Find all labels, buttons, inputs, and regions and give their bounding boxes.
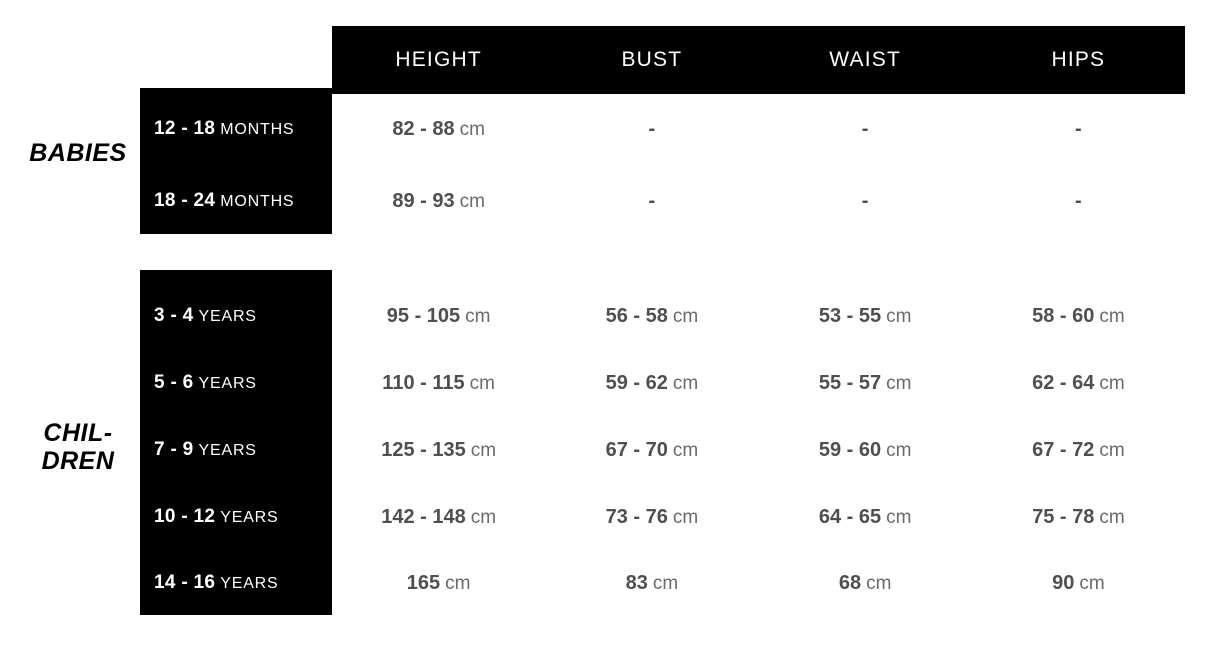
size-label: [140, 305, 332, 327]
cell-bust: [545, 439, 758, 462]
cell-hips: [972, 190, 1185, 213]
cell-bust: [545, 506, 758, 529]
cell-waist: [759, 372, 972, 395]
cell-hips: [972, 506, 1185, 529]
cell-bust-value: 56 - 58: [605, 304, 668, 327]
cell-bust-unit: cm: [652, 572, 679, 594]
cell-bust-unit: cm: [672, 439, 699, 461]
size-unit: YEARS: [198, 308, 257, 325]
cell-height: [332, 372, 545, 395]
size-range: 7 - 9: [154, 439, 194, 460]
table-row: [140, 179, 1185, 223]
size-range: 18 - 24: [154, 190, 216, 211]
cell-bust-value: 73 - 76: [605, 505, 668, 528]
cell-height: [332, 506, 545, 529]
cell-height-value: 82 - 88: [392, 117, 455, 140]
cell-bust-value: 59 - 62: [605, 371, 668, 394]
cell-height-unit: cm: [459, 118, 485, 140]
cell-hips-unit: cm: [1099, 439, 1125, 461]
cell-waist-value: 53 - 55: [818, 304, 882, 327]
cell-bust: [545, 572, 758, 595]
table-row: [140, 361, 1185, 405]
cell-waist-unit: cm: [886, 439, 912, 461]
cell-height-value: 95 - 105: [386, 304, 461, 327]
size-range: 3 - 4: [154, 305, 194, 326]
table-row: [140, 294, 1185, 338]
cell-height-value: 110 - 115: [382, 371, 465, 394]
cell-waist: [759, 118, 972, 141]
cell-height-value: 142 - 148: [381, 505, 466, 528]
size-range: 14 - 16: [154, 572, 216, 593]
cell-height-value: 89 - 93: [392, 189, 455, 212]
cell-waist-value: 55 - 57: [818, 371, 882, 394]
size-label: [140, 118, 332, 140]
cell-waist-unit: cm: [886, 506, 912, 528]
group-label-children: [14, 420, 142, 475]
cell-waist: [759, 506, 972, 529]
size-unit: YEARS: [198, 442, 257, 459]
cell-hips-value: 67 - 72: [1032, 438, 1095, 461]
cell-hips-value: 75 - 78: [1032, 505, 1095, 528]
size-unit: YEARS: [198, 375, 257, 392]
cell-bust-unit: cm: [672, 372, 699, 394]
cell-bust: [545, 305, 758, 328]
cell-height-value: 165: [406, 571, 441, 594]
cell-hips-unit: cm: [1099, 506, 1125, 528]
cell-height-unit: cm: [465, 305, 491, 327]
size-range: 12 - 18: [154, 118, 216, 139]
cell-waist: [759, 190, 972, 213]
cell-height: [332, 305, 545, 328]
cell-bust-unit: cm: [672, 506, 699, 528]
cell-hips-value: -: [1075, 117, 1082, 140]
cell-waist-value: 64 - 65: [818, 505, 882, 528]
size-unit: YEARS: [220, 509, 279, 526]
cell-waist-value: 68: [838, 571, 862, 594]
cell-waist-value: -: [861, 117, 869, 140]
table-row: [140, 428, 1185, 472]
cell-height-unit: cm: [459, 190, 485, 212]
cell-bust: [545, 118, 758, 141]
cell-hips-value: 90: [1052, 571, 1075, 594]
cell-waist-unit: cm: [886, 372, 912, 394]
cell-height-value: 125 - 135: [381, 438, 466, 461]
size-unit: MONTHS: [220, 121, 295, 138]
table-row: [140, 495, 1185, 539]
size-label: [140, 190, 332, 212]
size-label: [140, 439, 332, 461]
cell-hips-value: 58 - 60: [1032, 304, 1095, 327]
cell-hips: [972, 118, 1185, 141]
cell-height-unit: cm: [469, 372, 495, 394]
size-label: [140, 506, 332, 528]
size-range: 5 - 6: [154, 372, 194, 393]
cell-waist-value: 59 - 60: [818, 438, 882, 461]
column-header-waist: WAIST: [829, 48, 901, 71]
cell-waist: [759, 305, 972, 328]
cell-height-unit: cm: [470, 506, 497, 528]
group-label-children-line1: CHIL-: [43, 419, 113, 447]
cell-height: [332, 572, 545, 595]
cell-bust: [545, 372, 758, 395]
cell-hips-unit: cm: [1079, 572, 1105, 594]
table-row: [140, 107, 1185, 151]
cell-hips: [972, 372, 1185, 395]
column-header-hips: HIPS: [1051, 48, 1106, 71]
column-header-height: HEIGHT: [395, 48, 482, 71]
cell-bust-value: 67 - 70: [605, 438, 668, 461]
cell-waist: [759, 572, 972, 595]
cell-height-unit: cm: [445, 572, 471, 594]
cell-height: [332, 190, 545, 213]
cell-hips-value: 62 - 64: [1032, 371, 1095, 394]
cell-waist-unit: cm: [886, 305, 912, 327]
cell-hips: [972, 305, 1185, 328]
cell-height: [332, 439, 545, 462]
cell-hips-unit: cm: [1099, 372, 1125, 394]
cell-bust-value: -: [648, 189, 656, 212]
cell-bust-value: -: [648, 117, 656, 140]
group-label-children-line2: DREN: [41, 446, 115, 475]
cell-waist: [759, 439, 972, 462]
cell-hips-value: -: [1075, 189, 1082, 212]
column-header-bust: BUST: [621, 48, 683, 71]
size-unit: MONTHS: [220, 193, 295, 210]
cell-hips-unit: cm: [1099, 305, 1125, 327]
cell-hips: [972, 572, 1185, 595]
table-header: [332, 26, 1185, 94]
group-label-babies: BABIES: [29, 139, 127, 167]
size-range: 10 - 12: [154, 506, 216, 527]
size-unit: YEARS: [220, 575, 279, 592]
cell-height-unit: cm: [470, 439, 497, 461]
cell-hips: [972, 439, 1185, 462]
cell-waist-value: -: [861, 189, 869, 212]
cell-height: [332, 118, 545, 141]
cell-bust-unit: cm: [672, 305, 699, 327]
size-label: [140, 572, 332, 594]
cell-waist-unit: cm: [866, 572, 892, 594]
cell-bust: [545, 190, 758, 213]
cell-bust-value: 83: [625, 571, 648, 594]
size-label: [140, 372, 332, 394]
table-row: [140, 561, 1185, 605]
